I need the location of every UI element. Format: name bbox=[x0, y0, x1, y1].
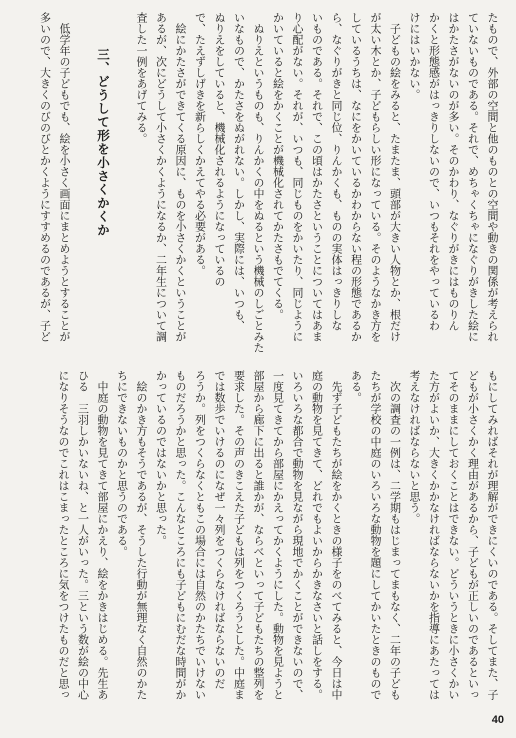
text-column: 要求した。その声のきこえた子どもは列をつくろうとした。中庭ま bbox=[232, 370, 246, 700]
text-column: かっているのではないかと思った。 bbox=[154, 370, 168, 546]
text-column: り心配がない。それが、いつも、同じものをかいたり、同じように bbox=[291, 12, 304, 342]
text-column: 査した一例をあげてみる。 bbox=[135, 12, 148, 144]
text-column: 子どもの絵をみると、たまたま、頭部が大きい人物とか、根だけ bbox=[388, 23, 402, 342]
text-column: 多いので、大きくのびのびとかくようにすすめるのであるが、子ど bbox=[38, 12, 52, 342]
text-column: はかたさがないのが多い。そのかわり、なぐりがきにはものりん bbox=[447, 12, 460, 331]
text-column: 低学年の子どもでも、絵を小さく画面にまとめようとすることが bbox=[58, 23, 71, 342]
text-column: 中庭の動物を見てきて部屋にかえり、絵をかきはじめる。先生あ bbox=[96, 381, 109, 700]
text-column: で、たえずしげきを新らしくかえてやる必要がある。 bbox=[193, 12, 207, 276]
text-column: ぬりえをしていると、機械化されるようになっているの bbox=[213, 12, 226, 287]
text-column: 次の調査の一例は、二学期もはじまってまもなく、二年の子ども bbox=[388, 381, 402, 700]
text-column: た方がよいか、大きくかかなければならないかを指導にあたっては bbox=[427, 370, 441, 700]
text-column: たもので、外部の空間と他のものとの空間や動きの関係が考えられ bbox=[486, 12, 499, 342]
text-column: けにはいかない。 bbox=[408, 12, 421, 100]
text-column: 一度見てきてから部屋にかえってかくようにした。動物を見ようと bbox=[271, 370, 285, 700]
text-column: では数歩でいけるのになぜ一々列をつくらなければならないのだ bbox=[213, 370, 226, 689]
text-column: ちにできないものかと思うのである。 bbox=[115, 370, 129, 557]
text-column: しているうちは、なにをかいているかわからない程の形態であるか bbox=[349, 12, 363, 342]
text-column: たちが学校の中庭のいろいろな動物を題にしてかいたときのもので bbox=[369, 370, 382, 700]
text-column: 先ず子どもたちが絵をかくときの様子をのべてみると、今日は中 bbox=[330, 381, 343, 700]
lower-text-block bbox=[14, 370, 502, 712]
section-heading: 三、どうして形を小さくかくか bbox=[95, 48, 111, 237]
text-column: いものである。それで、この頃はかたさということについてはあま bbox=[310, 12, 324, 342]
text-column: かくと形態感がはっきりしないので、いつもそれをやっているわ bbox=[427, 12, 441, 331]
text-column: もにしてみればそれが理解ができにくいのである。そしてまた、子 bbox=[486, 370, 499, 700]
page-number: 40 bbox=[491, 714, 504, 726]
text-column: ていないものである。それで、めちゃくちゃになぐりがきした絵に bbox=[466, 12, 480, 342]
text-column: ある。 bbox=[349, 370, 363, 403]
text-column: いろいろな都合で動物を見ながら現地でかくことができないので、 bbox=[291, 370, 304, 700]
text-column: ら、なぐりがきと同じ位、りんかくも、ものの実体はっきりしな bbox=[330, 12, 343, 331]
text-column: 絵にかたさができてくる原因に、ものを小さくかくということが bbox=[174, 23, 187, 342]
text-column: いなもので、かたさをぬがれない。しかし、実際には、いつも、 bbox=[232, 12, 246, 331]
text-column: てそのままにしておくことはできない。どういうときに小さくかい bbox=[447, 370, 460, 700]
text-column: ぬりえというものも、りんかくの中をぬるという機械のしごとみた bbox=[252, 23, 265, 353]
text-column: ものだろうかと思った。こんなところにも子どもにむだな時間がか bbox=[174, 370, 187, 700]
text-column: ろうか。列をつくらなくともこの場合には自然のかたちでいけない bbox=[193, 370, 207, 700]
upper-text-block bbox=[14, 12, 502, 354]
text-column: 庭の動物を見てきて、どれでもよいからかきなさいと話しをする。 bbox=[310, 370, 324, 700]
text-column: あるが、次にどうして小さくかくようになるか、二年生について調 bbox=[154, 12, 168, 342]
text-column: 絵のかき方もそうであるが、そうした行動が無理なく自然のかた bbox=[135, 381, 148, 700]
text-column: 部屋から廊下に出ると誰かが、ならべといって子どもたちの整列を bbox=[252, 370, 265, 700]
text-column: 考えなければならないと思う。 bbox=[408, 370, 421, 524]
text-column: が太い木とか、子どもらしい形になっている。そのようなかき方を bbox=[369, 12, 382, 342]
text-column: になりそうなのでこれはこまったところに気をつけたものだと思っ bbox=[57, 370, 70, 700]
text-column: ひる 三羽しかいないね、と一人がいった。三という数が絵の中心 bbox=[76, 370, 90, 700]
text-column: どもが小さくかく理由があるから、子どもが正しいのであるといっ bbox=[466, 370, 480, 700]
text-column: かいていると絵をかくことが機械化されてかたさもでてくる。 bbox=[271, 12, 285, 320]
